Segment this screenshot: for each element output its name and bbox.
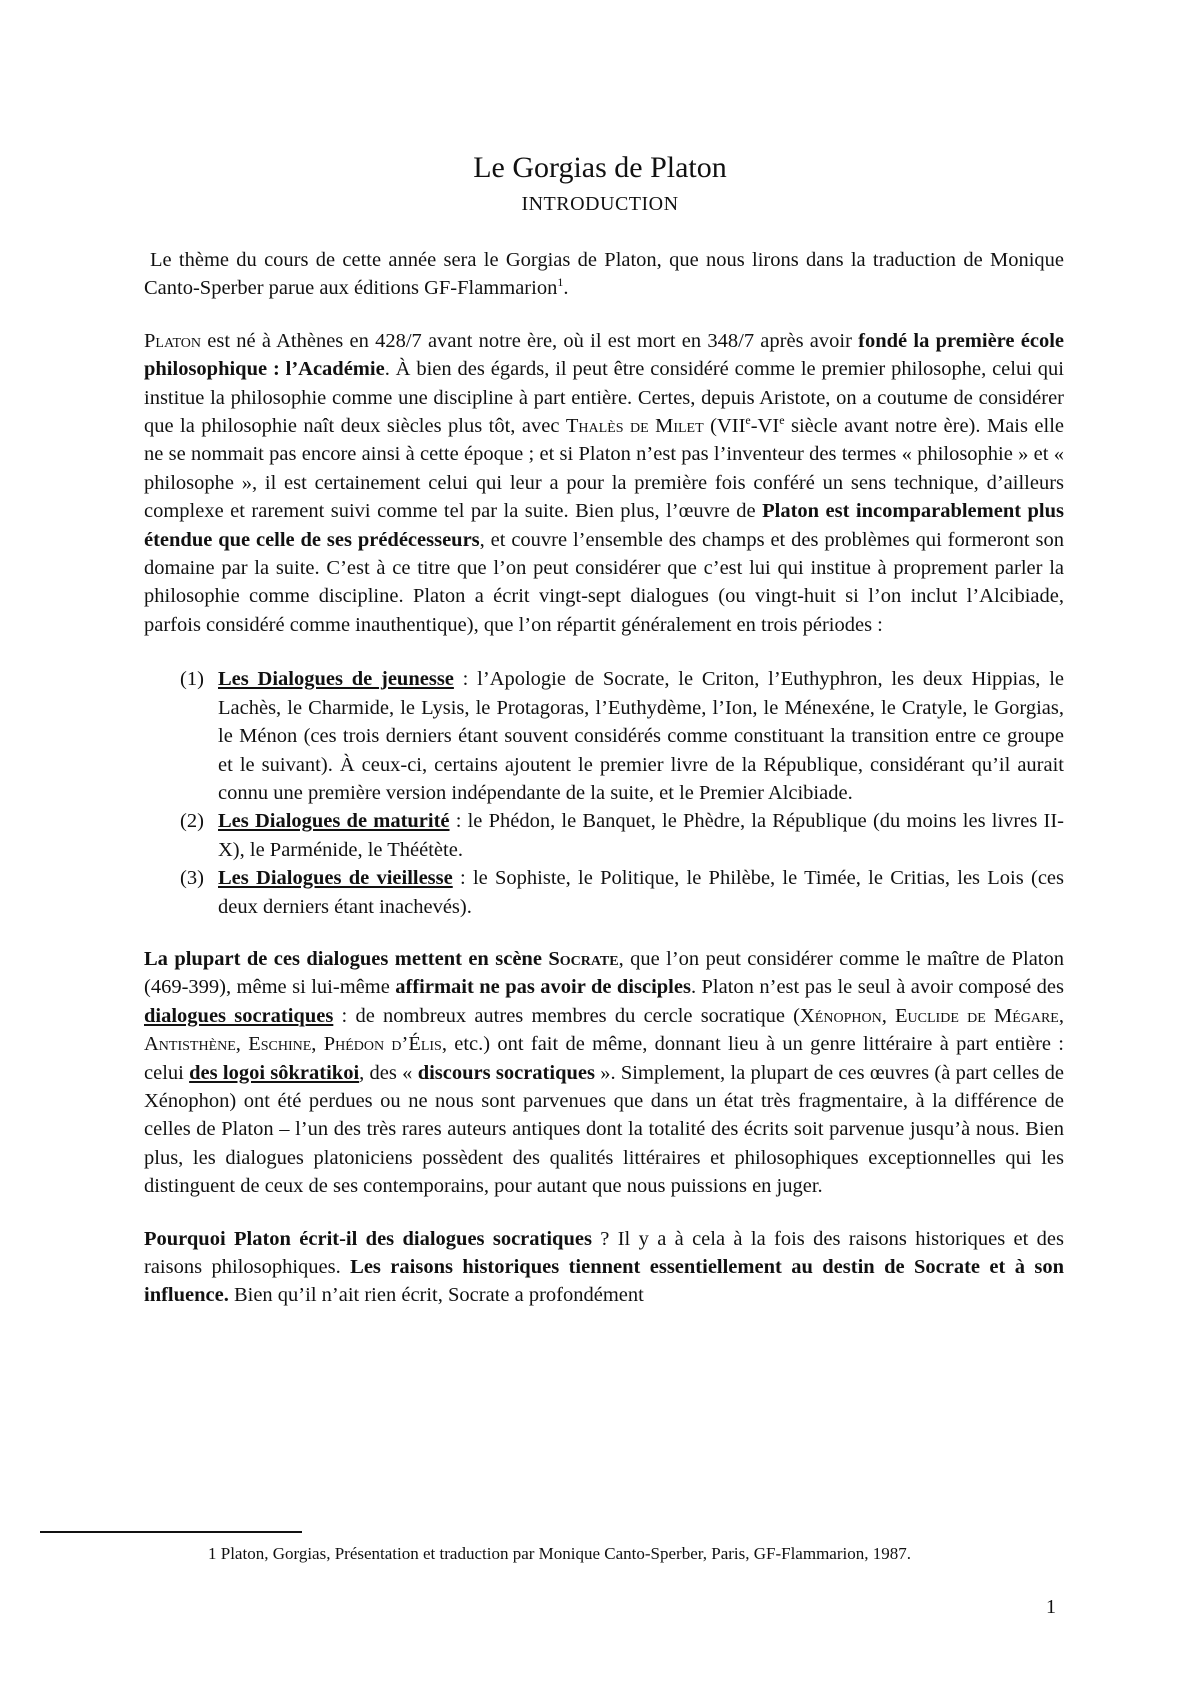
period-text: : le Sophiste, le Politique, le Philèbe, le Timée, le Critias, les Lois (ces deux derniers étant inachevés). bbox=[218, 867, 1064, 918]
period-label: Les Dialogues de jeunesse bbox=[218, 668, 454, 691]
pourquoi-bold-1: Pourquoi Platon écrit-il des dialogues socratiques bbox=[144, 1227, 592, 1250]
platon-text-4: -VI bbox=[750, 415, 780, 438]
period-item bbox=[144, 665, 1064, 807]
socrate-name: Socrate bbox=[548, 947, 619, 970]
platon-text-2: . À bien des égards, il peut être considéré comme le premier philosophe, celui qui institue la philosophie comme une discipline à part entière. Certes, depuis Aristote, on a coutume de considérer que la philosophie naît deux siècles plus tôt, avec bbox=[144, 358, 1064, 438]
socrate-text-6: ». Simplement, la plupart de ces œuvres (à part celles de Xénophon) ont été perdues ou ne nous sont parvenues que dans un état très fragmentaire, à la différence de celles de Platon – l’un des très rares auteurs antiques dont la totalité des écrits soit parvenue jusqu’à nous. Bien plus, les dialogues platoniciens possèdent des qualités littéraires et philosophiques exceptionnelles qui les distinguent de ceux de ses contemporains, pour autant que nous puissions en juger. bbox=[144, 1061, 1065, 1198]
platon-paragraph bbox=[144, 327, 1064, 639]
socrate-text-4: , etc.) ont fait de même, donnant lieu à un genre littéraire à part entière : celui bbox=[144, 1033, 1064, 1084]
period-label: Les Dialogues de vieillesse bbox=[218, 867, 453, 890]
period-item bbox=[144, 807, 1064, 864]
platon-text-5: siècle avant notre ère). Mais elle ne se nommait pas encore ainsi à cette époque ; et si Platon n’est pas l’inventeur des termes « philosophie » et « philosophe », il est certainement celui qui leur a pour la première fois conféré un sens technique, d’ailleurs complexe et rarement suivi comme tel par la suite. Bien plus, l’œuvre de bbox=[144, 415, 1065, 523]
document-title: Le Gorgias de Platon bbox=[473, 151, 727, 184]
period-item bbox=[144, 864, 1064, 921]
socratic-circle-names: Xénophon, Euclide de Mégare, Antisthène, Eschine, Phédon d’Élis bbox=[144, 1004, 1064, 1056]
socrate-bold-3: discours socratiques bbox=[417, 1061, 595, 1084]
intro-text-end: . bbox=[563, 277, 569, 300]
socrate-paragraph bbox=[144, 945, 1064, 1201]
intro-paragraph bbox=[144, 246, 1064, 303]
document-subtitle: INTRODUCTION bbox=[521, 193, 679, 215]
pourquoi-paragraph bbox=[144, 1225, 1064, 1310]
period-number: (1) bbox=[180, 668, 204, 691]
pourquoi-bold-2: Les raisons historiques tiennent essentiellement au destin de Socrate et à son influence. bbox=[144, 1256, 1064, 1307]
period-label: Les Dialogues de maturité bbox=[218, 810, 450, 833]
page-number: 1 bbox=[1046, 1596, 1056, 1618]
footnote-ref: 1 bbox=[557, 275, 564, 290]
platon-bold-1: fondé la première école philosophique : l’Académie bbox=[144, 329, 1064, 381]
socrate-text-1: , que l’on peut considérer comme le maître de Platon (469-399), même si lui-même bbox=[144, 947, 1064, 999]
century-sup-1: e bbox=[745, 413, 751, 428]
period-number: (2) bbox=[180, 810, 204, 833]
platon-name: Platon bbox=[144, 329, 202, 352]
footnote-separator bbox=[40, 1531, 302, 1533]
platon-text-3: (VII bbox=[703, 415, 746, 438]
periods-list bbox=[144, 665, 1064, 921]
socrate-text-2: . Platon n’est pas le seul à avoir composé des bbox=[690, 976, 1064, 999]
body-text bbox=[144, 246, 1064, 1310]
period-number: (3) bbox=[180, 867, 204, 890]
socrate-bold-underline-2: des logoi sôkratikoi bbox=[189, 1061, 360, 1084]
socrate-bold-underline-1: dialogues socratiques bbox=[144, 1004, 334, 1027]
socrate-bold-2: affirmait ne pas avoir de disciples bbox=[395, 976, 691, 999]
platon-bold-2: Platon est incomparablement plus étendue que celle de ses prédécesseurs bbox=[144, 500, 1064, 551]
platon-text-1: est né à Athènes en 428/7 avant notre ère, où il est mort en 348/7 après avoir bbox=[201, 329, 859, 352]
socrate-text-3: : de nombreux autres membres du cercle socratique ( bbox=[333, 1004, 800, 1027]
century-sup-2: e bbox=[779, 413, 785, 428]
thales-name: Thalès de Milet bbox=[565, 415, 704, 438]
period-text: : le Phédon, le Banquet, le Phèdre, la République (du moins les livres II-X), le Parménide, le Théétète. bbox=[218, 810, 1064, 861]
intro-text: Le thème du cours de cette année sera le Gorgias de Platon, que nous lirons dans la traduction de Monique Canto-Sperber parue aux éditions GF-Flammarion bbox=[144, 249, 1064, 300]
platon-text-6: , et couvre l’ensemble des champs et des problèmes qui formeront son domaine par la suite. C’est à ce titre que l’on peut considérer que c’est lui qui institue à proprement parler la philosophie comme discipline. Platon a écrit vingt-sept dialogues (ou vingt-huit si l’on inclut l’Alcibiade, parfois considéré comme inauthentique), que l’on répartit généralement en trois périodes : bbox=[144, 528, 1064, 636]
pourquoi-text-1: ? Il y a à cela à la fois des raisons historiques et des raisons philosophiques. bbox=[144, 1227, 1064, 1278]
footnote: 1 Platon, Gorgias, Présentation et traduction par Monique Canto-Sperber, Paris, GF-Flammarion, 1987. bbox=[208, 1544, 911, 1563]
pourquoi-text-2: Bien qu’il n’ait rien écrit, Socrate a profondément bbox=[228, 1284, 644, 1307]
period-text: : l’Apologie de Socrate, le Criton, l’Euthyphron, les deux Hippias, le Lachès, le Charmide, le Lysis, le Protagoras, l’Euthydème, l’Ion, le Ménexéne, le Cratyle, le Gorgias, le Ménon (ces trois derniers étant souvent considérés comme constituant la transition entre ce groupe et le suivant). À ceux-ci, certains ajoutent le premier livre de la République, considérant qu’il aurait connu une première version indépendante de la suite, et le Premier Alcibiade. bbox=[218, 668, 1064, 804]
socrate-text-5: , des « bbox=[359, 1061, 418, 1084]
socrate-bold-1: La plupart de ces dialogues mettent en scène bbox=[144, 947, 549, 970]
